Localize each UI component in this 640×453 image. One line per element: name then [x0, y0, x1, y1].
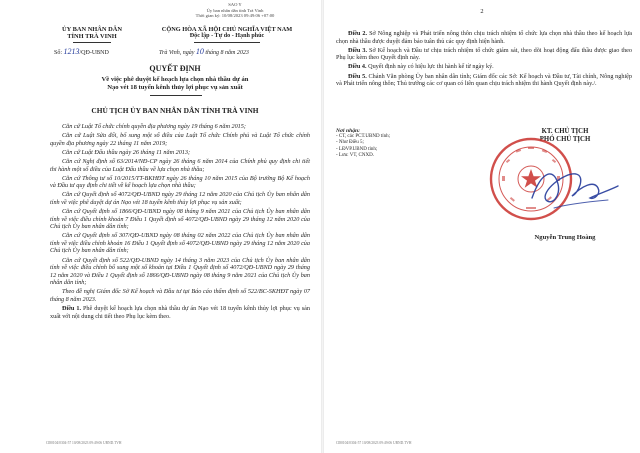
recital-item: Căn cứ Thông tư số 10/2015/TT-BKHĐT ngày 26 tháng 10 năm 2015 của Bộ trưởng Bộ Kế hoạch và Đầu tư quy định chi tiết về kế hoạch lựa chọn nhà thầu; — [50, 174, 310, 190]
recipient-item: - CT, các PCT.UBND tỉnh; — [336, 134, 390, 140]
stamp-line-2: Ủy ban nhân dân tỉnh Trà Vinh — [206, 7, 264, 13]
recital-item: Căn cứ Quyết định số 4072/QĐ-UBND ngày 29 tháng 12 năm 2020 của Chủ tịch Ủy ban nhân dân tỉnh về việc phê duyệt dự án Nạo vét 18 tuyến kênh thủy lợi phục vụ sản xuất; — [50, 191, 310, 206]
digital-signature-stamp — [150, 2, 320, 19]
subject-line-2: Nạo vét 18 tuyến kênh thủy lợi phục vụ sản xuất — [107, 83, 243, 91]
national-motto: Độc lập - Tự do - Hạnh phúc — [189, 33, 265, 40]
article-item — [336, 73, 632, 88]
recipients-label: Nơi nhận: — [336, 128, 360, 134]
article-text: Chánh Văn phòng Ủy ban nhân dân tỉnh; Giám đốc các Sở: Kế hoạch và Đầu tư, Tài chính, Nông nghiệp và Phát triển nông thôn; Thủ trưởng các cơ quan có liên quan chịu trách nhiệm thi hành Quyết định này./. — [336, 72, 633, 88]
recital-item: Căn cứ Quyết định số 307/QĐ-UBND ngày 08 tháng 02 năm 2022 của Chủ tịch Ủy ban nhân dân tỉnh về việc điều chỉnh khoản 16 Điều 1 Quyết định số 4072/QĐ-UBND ngày 29 tháng 12 năm 2020 của Chủ tịch Ủy ban nhân dân tỉnh; — [50, 232, 310, 255]
issuing-organization — [44, 26, 140, 41]
recital-item: Căn cứ Luật Sửa đổi, bổ sung một số điều của Luật Tổ chức Chính phủ và Luật Tổ chức chính quyền địa phương ngày 22 tháng 11 năm 2019; — [50, 132, 310, 147]
footer-code-left: CĐ0104/0304-57 10/08/2023 09:49:06 UBND.TVH — [46, 441, 122, 445]
signature-line-2: PHÓ CHỦ TỊCH — [539, 136, 591, 143]
recital-item: Theo đề nghị Giám đốc Sở Kế hoạch và Đầu tư tại Báo cáo thẩm định số 522/BC-SKHĐT ngày 07 tháng 8 năm 2023. — [50, 288, 310, 303]
document-page-2 — [324, 0, 640, 453]
recital-item: Căn cứ Luật Đấu thầu ngày 26 tháng 11 năm 2013; — [62, 148, 191, 156]
date-day-handwritten: 10 — [195, 47, 204, 56]
article-label: Điều 4. — [348, 63, 367, 71]
signer-name: Nguyễn Trung Hoàng — [534, 234, 596, 241]
article-1-text: Phê duyệt kế hoạch lựa chọn nhà thầu dự án Nạo vét 18 tuyến kênh thủy lợi phục vụ sản xuất với nội dung chi tiết theo Phụ lục kèm theo. — [50, 304, 310, 320]
document-subject — [50, 76, 300, 92]
stamp-line-1: SAO Y — [228, 2, 242, 7]
article-1 — [50, 305, 310, 320]
date-suffix: tháng 8 năm 2023 — [203, 50, 249, 56]
motto-underline — [194, 42, 260, 43]
org-line-1: ỦY BAN NHÂN DÂN — [62, 26, 122, 33]
page-number: 2 — [480, 8, 484, 15]
document-title: QUYẾT ĐỊNH — [149, 64, 201, 73]
article-item — [336, 30, 632, 45]
article-text: Sở Kế hoạch và Đầu tư chịu trách nhiệm tổ chức giám sát, theo dõi hoạt động đấu thầu được giao theo Phụ lục kèm theo Quyết định này. — [336, 46, 633, 62]
recipient-item: - Như Điều 5; — [336, 140, 364, 146]
articles-list — [336, 30, 632, 88]
recital-item: Căn cứ Quyết định số 1866/QĐ-UBND ngày 08 tháng 9 năm 2021 của Chủ tịch Ủy ban nhân dân tỉnh về việc điều chỉnh khoản 7 Điều 1 Quyết định số 4072/QĐ-UBND ngày 29 tháng 12 năm 2020 của Chủ tịch Ủy ban nhân dân tỉnh; — [50, 208, 310, 231]
signature-line-1: KT. CHỦ TỊCH — [541, 128, 589, 135]
recital-item: Căn cứ Nghị định số 63/2014/NĐ-CP ngày 26 tháng 6 năm 2014 của Chính phủ quy định chi tiết thi hành một số điều của Luật Đấu thầu về lựa chọn nhà thầu; — [50, 157, 310, 173]
national-header — [138, 26, 316, 41]
recipients-block — [336, 128, 390, 159]
nation-name: CỘNG HÒA XÃ HỘI CHỦ NGHĨA VIỆT NAM — [161, 26, 293, 33]
article-label: Điều 2. — [348, 30, 368, 37]
recital-item: Căn cứ Quyết định số 522/QĐ-UBND ngày 14 tháng 3 năm 2023 của Chủ tịch Ủy ban nhân dân tỉnh về việc điều chỉnh bổ sung một số khoản tại Điều 1 Quyết định số 4072/QĐ-UBND ngày 29 tháng 12 năm 2020 và Điều 1 Quyết định số 1866/QĐ-UBND ngày 08 tháng 9 năm 2021 của Chủ tịch Ủy ban nhân dân tỉnh; — [50, 256, 310, 287]
document-number — [54, 48, 109, 57]
handwritten-signature-icon — [524, 150, 624, 220]
stamp-line-3: Thời gian ký: 10/08/2023 09:49:06 +07:00 — [195, 13, 275, 18]
issuing-authority-title: CHỦ TỊCH ỦY BAN NHÂN DÂN TỈNH TRÀ VINH — [91, 106, 259, 115]
article-label: Điều 5. — [348, 72, 367, 80]
date-prefix: Trà Vinh, ngày — [159, 50, 196, 56]
article-label: Điều 3. — [348, 46, 368, 54]
doc-number-suffix: /QĐ-UBND — [79, 50, 109, 56]
article-1-label: Điều 1. — [62, 304, 81, 312]
issue-date — [159, 48, 249, 57]
footer-code-right: CĐ0104/0304-57 10/08/2023 09:49:06 UBND.TVH — [336, 441, 412, 445]
article-item — [336, 63, 632, 71]
org-line-2: TỈNH TRÀ VINH — [67, 33, 117, 41]
article-text: Quyết định này có hiệu lực thi hành kể từ ngày ký. — [366, 63, 494, 71]
article-text: Sở Nông nghiệp và Phát triển nông thôn chịu trách nhiệm tổ chức lựa chọn nhà thầu theo kế hoạch lựa chọn nhà thầu được duyệt đảm bảo tuân thủ các quy định hiện hành. — [336, 30, 633, 45]
subject-line-1: Về việc phê duyệt kế hoạch lựa chọn nhà thầu dự án — [101, 76, 249, 83]
doc-number-handwritten: 1213 — [63, 47, 80, 56]
org-underline — [73, 42, 111, 43]
subject-underline — [150, 95, 202, 96]
recitals-list — [50, 123, 310, 320]
recipient-item: - Lưu: VT, CNXD. — [336, 152, 374, 158]
doc-number-prefix: Số: — [54, 50, 64, 56]
article-item — [336, 47, 632, 62]
recipient-item: - LĐVP.UBND tỉnh; — [336, 146, 378, 152]
recital-item: Căn cứ Luật Tổ chức chính quyền địa phương ngày 19 tháng 6 năm 2015; — [62, 123, 246, 130]
